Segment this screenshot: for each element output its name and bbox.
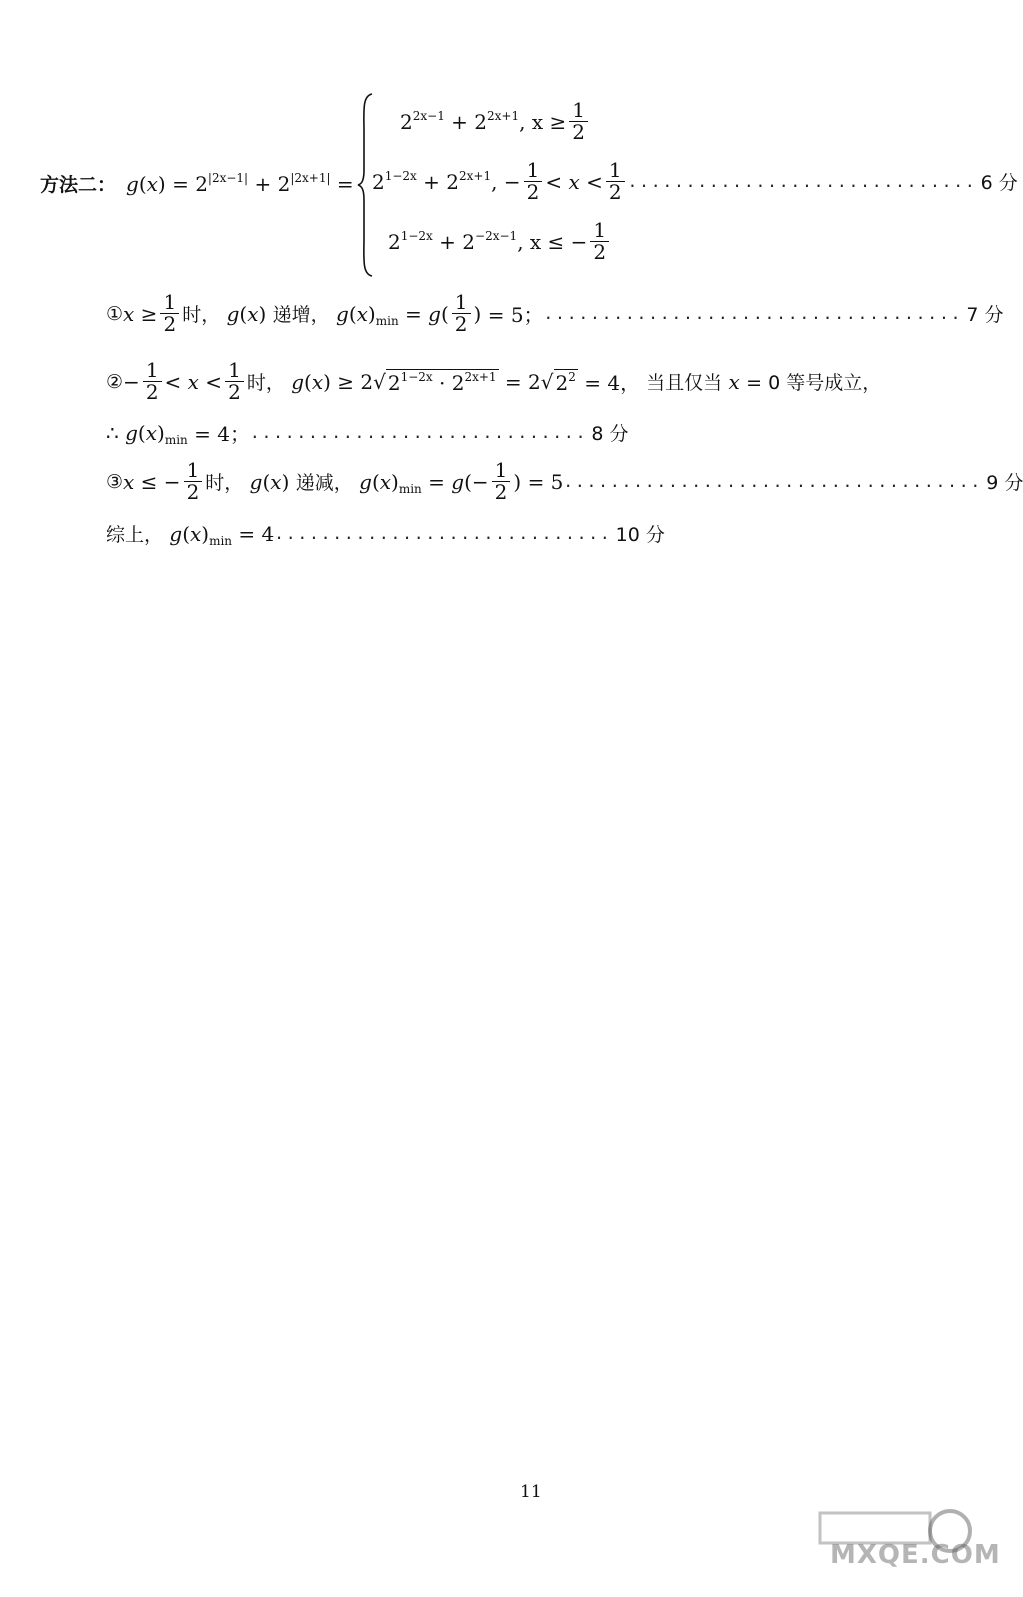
step-1: ① x ≥ $\frac{1}{2}$ 时， g(x) 递增， $g(x)_{min} = g$( $\frac{1}{2}$ ) = 5； .................................... 7 分 [106, 290, 1004, 336]
fraction: $\frac{1}{2}$ [606, 160, 625, 203]
leader-dots: .................................... [563, 472, 983, 491]
page-number: 11 [520, 1482, 542, 1502]
g-of-x: $g(x) = 2^{|2x-1|} + 2^{|2x+1|}$ = [126, 170, 354, 196]
case-3: $2^{1-2x} + 2^{-2x-1}$ , x ≤ − $\frac{1}{2}$ [388, 220, 612, 263]
leader-dots: ............................. [274, 524, 612, 543]
step-3: ③ x ≤ − $\frac{1}{2}$ 时， g(x) 递减， $g(x)_{min} = g(-$ $\frac{1}{2}$ ) = 5 .................................... 9 分 [106, 458, 1023, 504]
fraction: $\frac{1}{2}$ [524, 160, 543, 203]
case-2: $2^{1-2x} + 2^{2x+1}$ , − $\frac{1}{2}$ < x < $\frac{1}{2}$ .............................. 6 分 [372, 158, 1018, 204]
step-2-conclusion: ∴ $g(x)_{min}$ = 4； ............................. 8 分 [106, 420, 629, 447]
step-2: ② − $\frac{1}{2}$ < x < $\frac{1}{2}$ 时， g(x) ≥ 2 √ $2^{1-2x} \cdot 2^{2x+1}$ = 2 √ $2^2$ = 4， 当且仅当 x = 0 等号成立， [106, 358, 882, 404]
leader-dots: .................................... [543, 304, 963, 323]
fraction: $\frac{1}{2}$ [590, 220, 609, 263]
score-6: 6 分 [980, 172, 1018, 194]
method-label: 方法二： [40, 174, 117, 196]
case-1: $2^{2x-1} + 2^{2x+1}$ , x ≥ $\frac{1}{2}$ [400, 100, 591, 143]
sqrt-expression: √ $2^{1-2x} \cdot 2^{2x+1}$ [373, 369, 497, 395]
watermark-text: MXQE.COM [830, 1540, 1001, 1570]
method-two-line [40, 170, 354, 197]
fraction: $\frac{1}{2}$ [569, 100, 588, 143]
summary: 综上， $g(x)_{min}$ = 4 ............................. 10 分 [106, 521, 665, 548]
leader-dots: ............................. [249, 423, 588, 442]
leader-dots: .............................. [627, 172, 977, 191]
